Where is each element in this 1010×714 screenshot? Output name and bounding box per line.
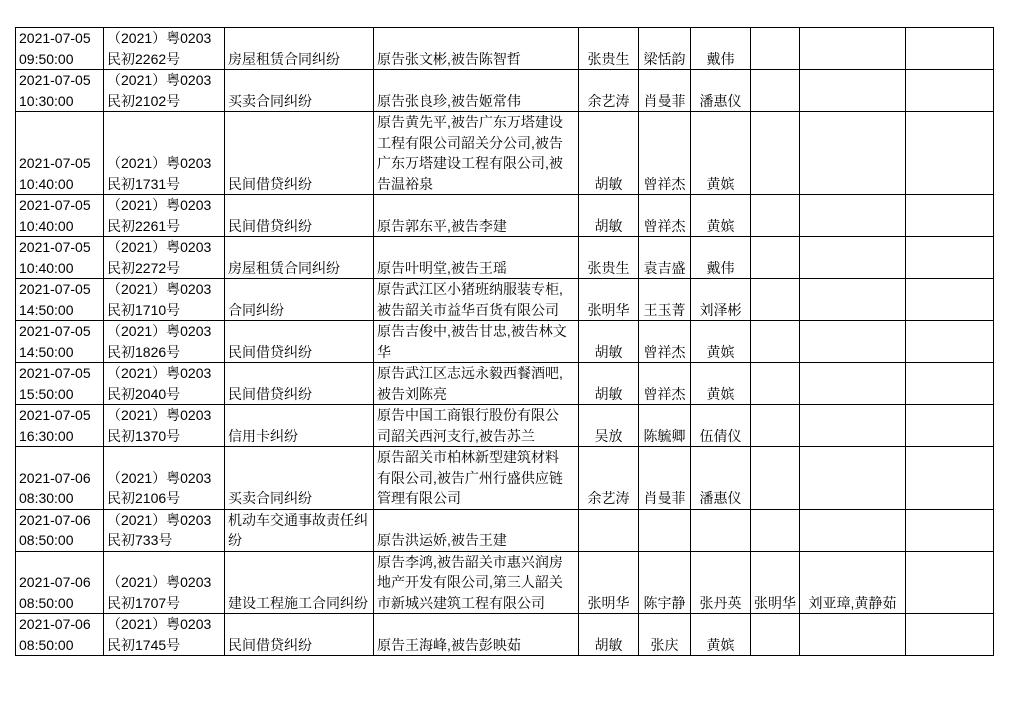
cell-staff-2: 袁吉盛 <box>639 237 691 279</box>
cell-staff-3: 戴伟 <box>691 28 751 70</box>
cell-staff-4 <box>751 195 800 237</box>
cell-extra <box>906 279 994 321</box>
cell-case-type: 房屋租赁合同纠纷 <box>225 28 374 70</box>
cell-extra <box>906 321 994 363</box>
hearing-time: 08:30:00 <box>19 490 74 506</box>
cell-staff-5 <box>800 405 906 447</box>
hearing-time: 15:50:00 <box>19 385 74 402</box>
cell-datetime <box>16 363 104 405</box>
schedule-table-body <box>16 28 994 656</box>
table-row <box>16 70 994 112</box>
hearing-time: 10:40:00 <box>19 175 74 192</box>
cell-extra <box>906 237 994 279</box>
cell-parties: 原告李鸿,被告韶关市惠兴润房 地产开发有限公司,第三人韶关 市新城兴建筑工程有限公司 <box>374 551 579 614</box>
cell-extra <box>906 614 994 656</box>
cell-staff-4 <box>751 363 800 405</box>
cell-staff-5 <box>800 363 906 405</box>
cell-case-type: 合同纠纷 <box>225 279 374 321</box>
cell-staff-1: 胡敏 <box>579 195 639 237</box>
cell-staff-1: 余艺涛 <box>579 447 639 510</box>
cell-staff-2: 肖曼菲 <box>639 447 691 510</box>
cell-case-type: 民间借贷纠纷 <box>225 614 374 656</box>
cell-case-type: 信用卡纠纷 <box>225 405 374 447</box>
table-row <box>16 237 994 279</box>
cell-parties: 原告韶关市柏林新型建筑材料 有限公司,被告广州行盛供应链 管理有限公司 <box>374 447 579 510</box>
cell-staff-2 <box>639 509 691 551</box>
cell-staff-3: 潘惠仪 <box>691 447 751 510</box>
cell-datetime <box>16 112 104 195</box>
cell-staff-1: 胡敏 <box>579 363 639 405</box>
cell-staff-4 <box>751 614 800 656</box>
cell-staff-4 <box>751 70 800 112</box>
hearing-date: 2021-07-06 <box>19 616 91 632</box>
cell-staff-3: 张丹英 <box>691 551 751 614</box>
hearing-date: 2021-07-05 <box>19 407 91 423</box>
cell-staff-2: 肖曼菲 <box>639 70 691 112</box>
cell-staff-3: 黄嫔 <box>691 195 751 237</box>
cell-staff-2: 王玉菁 <box>639 279 691 321</box>
cell-staff-1 <box>579 509 639 551</box>
cell-staff-2: 张庆 <box>639 614 691 656</box>
cell-staff-5 <box>800 614 906 656</box>
cell-case-number: （2021）粤0203 民初1731号 <box>104 112 225 195</box>
hearing-date: 2021-07-06 <box>19 574 91 590</box>
cell-parties: 原告武江区志远永毅西餐酒吧, 被告刘陈亮 <box>374 363 579 405</box>
cell-staff-2: 梁恬韵 <box>639 28 691 70</box>
cell-staff-3: 戴伟 <box>691 237 751 279</box>
cell-parties: 原告叶明堂,被告王瑶 <box>374 237 579 279</box>
hearing-date: 2021-07-05 <box>19 365 91 381</box>
cell-parties: 原告中国工商银行股份有限公 司韶关西河支行,被告苏兰 <box>374 405 579 447</box>
cell-staff-1: 余艺涛 <box>579 70 639 112</box>
hearing-time: 08:50:00 <box>19 594 74 611</box>
hearing-time: 14:50:00 <box>19 301 74 318</box>
cell-staff-2: 陈宇静 <box>639 551 691 614</box>
cell-staff-5 <box>800 279 906 321</box>
cell-staff-2: 曾祥杰 <box>639 363 691 405</box>
cell-extra <box>906 551 994 614</box>
hearing-date: 2021-07-05 <box>19 72 91 88</box>
hearing-time: 14:50:00 <box>19 343 74 360</box>
cell-staff-5 <box>800 509 906 551</box>
cell-staff-2: 曾祥杰 <box>639 112 691 195</box>
table-row <box>16 279 994 321</box>
cell-staff-4 <box>751 112 800 195</box>
cell-staff-4 <box>751 509 800 551</box>
hearing-date: 2021-07-06 <box>19 511 91 528</box>
cell-case-number: （2021）粤0203 民初1710号 <box>104 279 225 321</box>
cell-case-type: 机动车交通事故责任纠 纷 <box>225 509 374 551</box>
hearing-date: 2021-07-05 <box>19 197 91 213</box>
hearing-date: 2021-07-05 <box>19 30 91 46</box>
cell-staff-3: 黄嫔 <box>691 363 751 405</box>
cell-staff-1: 吴放 <box>579 405 639 447</box>
cell-parties: 原告洪运娇,被告王建 <box>374 509 579 551</box>
cell-datetime <box>16 28 104 70</box>
hearing-time: 09:50:00 <box>19 50 74 67</box>
table-row <box>16 614 994 656</box>
cell-case-number: （2021）粤0203 民初733号 <box>104 509 225 551</box>
cell-staff-3 <box>691 509 751 551</box>
cell-staff-5 <box>800 70 906 112</box>
cell-datetime <box>16 237 104 279</box>
cell-case-type: 民间借贷纠纷 <box>225 112 374 195</box>
cell-staff-4 <box>751 28 800 70</box>
cell-staff-5 <box>800 28 906 70</box>
cell-staff-1: 张明华 <box>579 279 639 321</box>
cell-staff-4 <box>751 405 800 447</box>
cell-staff-1: 张贵生 <box>579 237 639 279</box>
cell-staff-5 <box>800 195 906 237</box>
cell-staff-3: 刘泽彬 <box>691 279 751 321</box>
cell-staff-1: 胡敏 <box>579 112 639 195</box>
cell-staff-2: 曾祥杰 <box>639 195 691 237</box>
cell-case-number: （2021）粤0203 民初2106号 <box>104 447 225 510</box>
hearing-time: 08:50:00 <box>19 636 74 653</box>
cell-staff-5 <box>800 237 906 279</box>
hearing-time: 08:50:00 <box>19 532 74 548</box>
cell-parties: 原告张文彬,被告陈智哲 <box>374 28 579 70</box>
hearing-time: 10:40:00 <box>19 259 74 276</box>
cell-staff-2: 陈毓卿 <box>639 405 691 447</box>
table-row <box>16 551 994 614</box>
cell-case-number: （2021）粤0203 民初2272号 <box>104 237 225 279</box>
cell-staff-3: 黄嫔 <box>691 614 751 656</box>
cell-staff-4 <box>751 237 800 279</box>
cell-staff-1: 胡敏 <box>579 614 639 656</box>
cell-extra <box>906 195 994 237</box>
cell-parties: 原告吉俊中,被告甘忠,被告林文 华 <box>374 321 579 363</box>
hearing-date: 2021-07-05 <box>19 281 91 297</box>
cell-datetime <box>16 405 104 447</box>
hearing-time: 10:30:00 <box>19 92 74 109</box>
hearing-time: 10:40:00 <box>19 217 74 234</box>
cell-datetime <box>16 279 104 321</box>
cell-case-number: （2021）粤0203 民初1707号 <box>104 551 225 614</box>
hearing-date: 2021-07-05 <box>19 239 91 255</box>
cell-staff-1: 张贵生 <box>579 28 639 70</box>
cell-datetime <box>16 447 104 510</box>
table-row <box>16 321 994 363</box>
cell-case-number: （2021）粤0203 民初1745号 <box>104 614 225 656</box>
cell-case-type: 买卖合同纠纷 <box>225 70 374 112</box>
cell-case-type: 民间借贷纠纷 <box>225 195 374 237</box>
cell-datetime <box>16 70 104 112</box>
hearing-schedule-table <box>15 27 994 656</box>
cell-parties: 原告王海峰,被告彭映茹 <box>374 614 579 656</box>
cell-staff-5 <box>800 321 906 363</box>
cell-parties: 原告郭东平,被告李建 <box>374 195 579 237</box>
cell-staff-4 <box>751 279 800 321</box>
cell-staff-1: 张明华 <box>579 551 639 614</box>
cell-case-type: 民间借贷纠纷 <box>225 321 374 363</box>
cell-case-type: 房屋租赁合同纠纷 <box>225 237 374 279</box>
cell-staff-3: 潘惠仪 <box>691 70 751 112</box>
cell-parties: 原告武江区小猪班纳服装专柜, 被告韶关市益华百货有限公司 <box>374 279 579 321</box>
cell-staff-4: 张明华 <box>751 551 800 614</box>
cell-extra <box>906 509 994 551</box>
cell-extra <box>906 363 994 405</box>
cell-case-type: 民间借贷纠纷 <box>225 363 374 405</box>
cell-staff-3: 黄嫔 <box>691 321 751 363</box>
cell-case-number: （2021）粤0203 民初1370号 <box>104 405 225 447</box>
cell-staff-3: 伍倩仪 <box>691 405 751 447</box>
cell-staff-4 <box>751 447 800 510</box>
hearing-date: 2021-07-05 <box>19 155 91 171</box>
cell-datetime <box>16 551 104 614</box>
cell-case-number: （2021）粤0203 民初2102号 <box>104 70 225 112</box>
cell-parties: 原告黄先平,被告广东万塔建设 工程有限公司韶关分公司,被告 广东万塔建设工程有限公司,被 告温裕泉 <box>374 112 579 195</box>
cell-extra <box>906 70 994 112</box>
cell-case-number: （2021）粤0203 民初2262号 <box>104 28 225 70</box>
cell-case-type: 建设工程施工合同纠纷 <box>225 551 374 614</box>
cell-staff-4 <box>751 321 800 363</box>
cell-parties: 原告张良珍,被告姬常伟 <box>374 70 579 112</box>
cell-extra <box>906 28 994 70</box>
hearing-date: 2021-07-05 <box>19 323 91 339</box>
table-row <box>16 447 994 510</box>
table-row <box>16 112 994 195</box>
cell-datetime <box>16 509 104 551</box>
hearing-time: 16:30:00 <box>19 427 74 444</box>
cell-case-number: （2021）粤0203 民初2261号 <box>104 195 225 237</box>
cell-staff-2: 曾祥杰 <box>639 321 691 363</box>
table-row <box>16 405 994 447</box>
cell-datetime <box>16 321 104 363</box>
cell-extra <box>906 447 994 510</box>
cell-datetime <box>16 195 104 237</box>
cell-staff-5 <box>800 447 906 510</box>
hearing-date: 2021-07-06 <box>19 469 91 486</box>
cell-extra <box>906 405 994 447</box>
cell-staff-1: 胡敏 <box>579 321 639 363</box>
cell-case-number: （2021）粤0203 民初1826号 <box>104 321 225 363</box>
table-row <box>16 509 994 551</box>
table-row <box>16 28 994 70</box>
cell-staff-5: 刘亚璋,黄静茹 <box>800 551 906 614</box>
cell-case-type: 买卖合同纠纷 <box>225 447 374 510</box>
cell-extra <box>906 112 994 195</box>
cell-staff-3: 黄嫔 <box>691 112 751 195</box>
table-row <box>16 195 994 237</box>
cell-case-number: （2021）粤0203 民初2040号 <box>104 363 225 405</box>
cell-staff-5 <box>800 112 906 195</box>
cell-datetime <box>16 614 104 656</box>
table-row <box>16 363 994 405</box>
